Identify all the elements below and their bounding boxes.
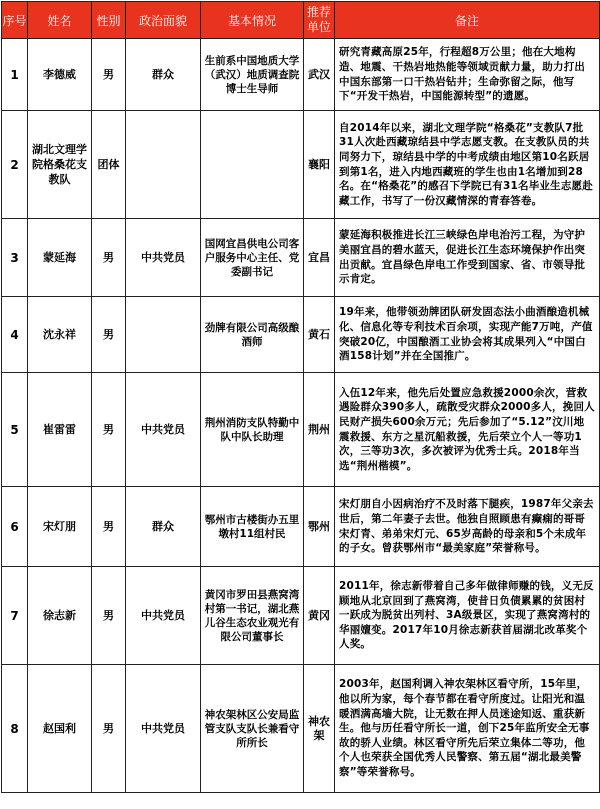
cell-party: 中共党员 bbox=[126, 665, 201, 793]
cell-name: 蒙延海 bbox=[28, 219, 92, 297]
cell-party bbox=[126, 297, 201, 373]
honor-table bbox=[1, 1, 600, 793]
table-row bbox=[2, 487, 600, 567]
cell-no: 2 bbox=[2, 111, 28, 219]
cell-gender: 男 bbox=[92, 219, 126, 297]
header-name: 姓名 bbox=[28, 2, 92, 39]
table-row bbox=[2, 219, 600, 297]
header-party: 政治面貌 bbox=[126, 2, 201, 39]
cell-gender: 男 bbox=[92, 487, 126, 567]
cell-name: 宋灯朋 bbox=[28, 487, 92, 567]
cell-name: 徐志新 bbox=[28, 567, 92, 665]
cell-gender: 男 bbox=[92, 39, 126, 111]
cell-remark: 宋灯朋自小因病治疗不及时落下腿疾，1987年父亲去世后，第二年妻子去世。他独自照顾患有癫痫的哥哥宋灯青、弟弟宋灯元、65岁高龄的母亲和5个未成年的子女。曾获鄂州市“最美家庭”荣誉称号。 bbox=[335, 487, 600, 567]
cell-party: 中共党员 bbox=[126, 219, 201, 297]
cell-party: 群众 bbox=[126, 39, 201, 111]
table-row bbox=[2, 297, 600, 373]
cell-remark: 蒙延海积极推进长江三峡绿色岸电治污工程，为守护美丽宜昌的碧水蓝天，促进长江生态环境保护作出突出贡献。宜昌绿色岸电工作受到国家、省、市领导批示肯定。 bbox=[335, 219, 600, 297]
cell-no: 3 bbox=[2, 219, 28, 297]
table-row bbox=[2, 39, 600, 111]
header-remark: 备注 bbox=[335, 2, 600, 39]
cell-party: 中共党员 bbox=[126, 373, 201, 487]
cell-name: 崔雷雷 bbox=[28, 373, 92, 487]
cell-name: 李德威 bbox=[28, 39, 92, 111]
cell-party bbox=[126, 111, 201, 219]
cell-party: 中共党员 bbox=[126, 567, 201, 665]
cell-no: 1 bbox=[2, 39, 28, 111]
cell-gender: 团体 bbox=[92, 111, 126, 219]
cell-gender: 男 bbox=[92, 373, 126, 487]
cell-unit: 宜昌 bbox=[304, 219, 335, 297]
table-row bbox=[2, 373, 600, 487]
cell-unit: 襄阳 bbox=[304, 111, 335, 219]
cell-no: 6 bbox=[2, 487, 28, 567]
cell-no: 8 bbox=[2, 665, 28, 793]
cell-remark: 入伍12年来，他先后处置应急救援2000余次，营救遇险群众390多人，疏散受灾群众2000多人，挽回人民财产损失600余万元；先后参加了“5.12”汶川地震救援、东方之星沉船救援，先后荣立个人一等功1次，三等功3次，多次被评为优秀士兵。2018年当选“荆州楷模”。 bbox=[335, 373, 600, 487]
cell-unit: 神农架 bbox=[304, 665, 335, 793]
cell-basic: 荆州消防支队特勤中队中队长助理 bbox=[201, 373, 304, 487]
cell-basic: 劲牌有限公司高级酿酒师 bbox=[201, 297, 304, 373]
cell-remark: 19年来，他带领劲牌团队研发固态法小曲酒酿造机械化、信息化等专利技术百余项，实现产能7万吨，产值突破20亿，中国酿酒工业协会将其成果列入“中国白酒158计划”并在全国推广。 bbox=[335, 297, 600, 373]
table-row bbox=[2, 567, 600, 665]
cell-basic: 黄冈市罗田县燕窝湾村第一书记，湖北燕儿谷生态农业观光有限公司董事长 bbox=[201, 567, 304, 665]
cell-no: 5 bbox=[2, 373, 28, 487]
cell-gender: 男 bbox=[92, 567, 126, 665]
cell-gender: 男 bbox=[92, 665, 126, 793]
cell-basic: 鄂州市古楼街办五里墩村11组村民 bbox=[201, 487, 304, 567]
cell-no: 7 bbox=[2, 567, 28, 665]
cell-name: 沈永祥 bbox=[28, 297, 92, 373]
cell-gender: 男 bbox=[92, 297, 126, 373]
cell-basic bbox=[201, 111, 304, 219]
cell-basic: 国网宜昌供电公司客户服务中心主任、党委副书记 bbox=[201, 219, 304, 297]
cell-name: 赵国利 bbox=[28, 665, 92, 793]
header-unit: 推荐单位 bbox=[304, 2, 335, 39]
cell-basic: 生前系中国地质大学（武汉）地质调查院博士生导师 bbox=[201, 39, 304, 111]
cell-basic: 神农架林区公安局监管支队支队长兼看守所所长 bbox=[201, 665, 304, 793]
table-header-row bbox=[2, 2, 600, 39]
header-gender: 性别 bbox=[92, 2, 126, 39]
table-row bbox=[2, 111, 600, 219]
header-basic: 基本情况 bbox=[201, 2, 304, 39]
header-no: 序号 bbox=[2, 2, 28, 39]
cell-unit: 黄石 bbox=[304, 297, 335, 373]
cell-remark: 2003年，赵国利调入神农架林区看守所，15年里，他以所为家，每个春节都在看守所度过。让阳光和温暖洒满高墙大院，让无数在押人员迷途知返、重获新生。他与历任看守所长一道，创下25年监所安全无事故的骄人业绩。林区看守所先后荣立集体二等功，他个人也荣获全国优秀人民警察、第五届“湖北最美警察”等荣誉称号。 bbox=[335, 665, 600, 793]
cell-remark: 研究青藏高原25年，行程超8万公里；他在大地构造、地震、干热岩地热能等领域贡献力量，助力打出中国东部第一口干热岩钻井；生命弥留之际，他写下“开发干热岩，中国能源转型”的遗愿。 bbox=[335, 39, 600, 111]
cell-remark: 自2014年以来，湖北文理学院“格桑花”支教队7批31人次赴西藏琼结县中学志愿支教。在支教队员的共同努力下，琼结县中学的中考成绩由地区第10名跃居到第1名，进入内地西藏班的学生也由1名增加到28名。在“格桑花”的感召下学院已有31名毕业生志愿赴藏工作，书写了一份汉藏情深的青春答卷。 bbox=[335, 111, 600, 219]
cell-unit: 武汉 bbox=[304, 39, 335, 111]
cell-unit: 荆州 bbox=[304, 373, 335, 487]
cell-no: 4 bbox=[2, 297, 28, 373]
table-row bbox=[2, 665, 600, 793]
cell-name: 湖北文理学院格桑花支教队 bbox=[28, 111, 92, 219]
cell-unit: 鄂州 bbox=[304, 487, 335, 567]
cell-unit: 黄冈 bbox=[304, 567, 335, 665]
cell-remark: 2011年，徐志新带着自己多年做律师赚的钱，义无反顾地从北京回到了燕窝湾，使昔日负债累累的贫困村一跃成为脱贫出列村、3A级景区，实现了燕窝湾村的华丽嬗变。2017年10月徐志新获首届湖北改革奖个人奖。 bbox=[335, 567, 600, 665]
cell-party: 群众 bbox=[126, 487, 201, 567]
